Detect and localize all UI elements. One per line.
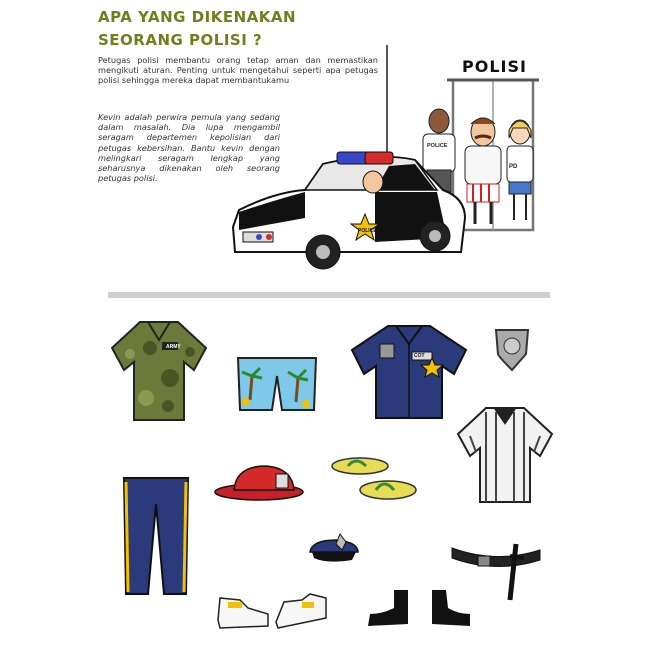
station-sign: POLISI <box>462 57 527 76</box>
police-badge-option[interactable] <box>492 326 532 372</box>
army-shirt-option[interactable] <box>110 318 208 424</box>
fire-helmet-option[interactable] <box>214 462 304 502</box>
title-line-2: SEORANG POLISI ? <box>98 31 263 49</box>
intro-paragraph: Petugas polisi membantu orang tetap aman dan memastikan mengikuti aturan. Penting untuk mengetahui seperti apa petugas polisi sehingga mereka dapat membantukamu <box>98 55 378 86</box>
sneakers-option[interactable] <box>214 588 330 632</box>
police-shirt-tag: COT <box>414 353 425 359</box>
army-shirt-tag: ARMY <box>166 344 181 350</box>
title-line-1: APA YANG DIKENAKAN <box>98 8 297 26</box>
shirt-police-text: POLICE <box>427 143 448 149</box>
car-door-text: POLICE <box>358 228 377 234</box>
section-divider <box>108 292 550 298</box>
sandals-option[interactable] <box>330 452 420 506</box>
beach-shorts-option[interactable] <box>236 354 318 414</box>
police-scene-illustration <box>225 42 545 287</box>
black-boots-option[interactable] <box>366 588 472 632</box>
person-blonde-child <box>507 120 533 220</box>
police-cap-option[interactable] <box>306 532 362 566</box>
police-shirt-option[interactable] <box>350 322 468 420</box>
person-mustache-man <box>465 118 501 224</box>
story-paragraph: Kevin adalah perwira pemula yang sedang dalam masalah. Dia lupa mengambil seragam departemen kepolisian dari petugas kebersihan. Bantu kevin dengan melingkari seragam lengkap yang seharusnya dikenakan oleh seorang petugas polisi. <box>98 112 280 184</box>
shirt-pd-text: PD <box>509 164 518 170</box>
striped-shirt-option[interactable] <box>456 402 554 504</box>
police-pants-option[interactable] <box>120 474 192 598</box>
